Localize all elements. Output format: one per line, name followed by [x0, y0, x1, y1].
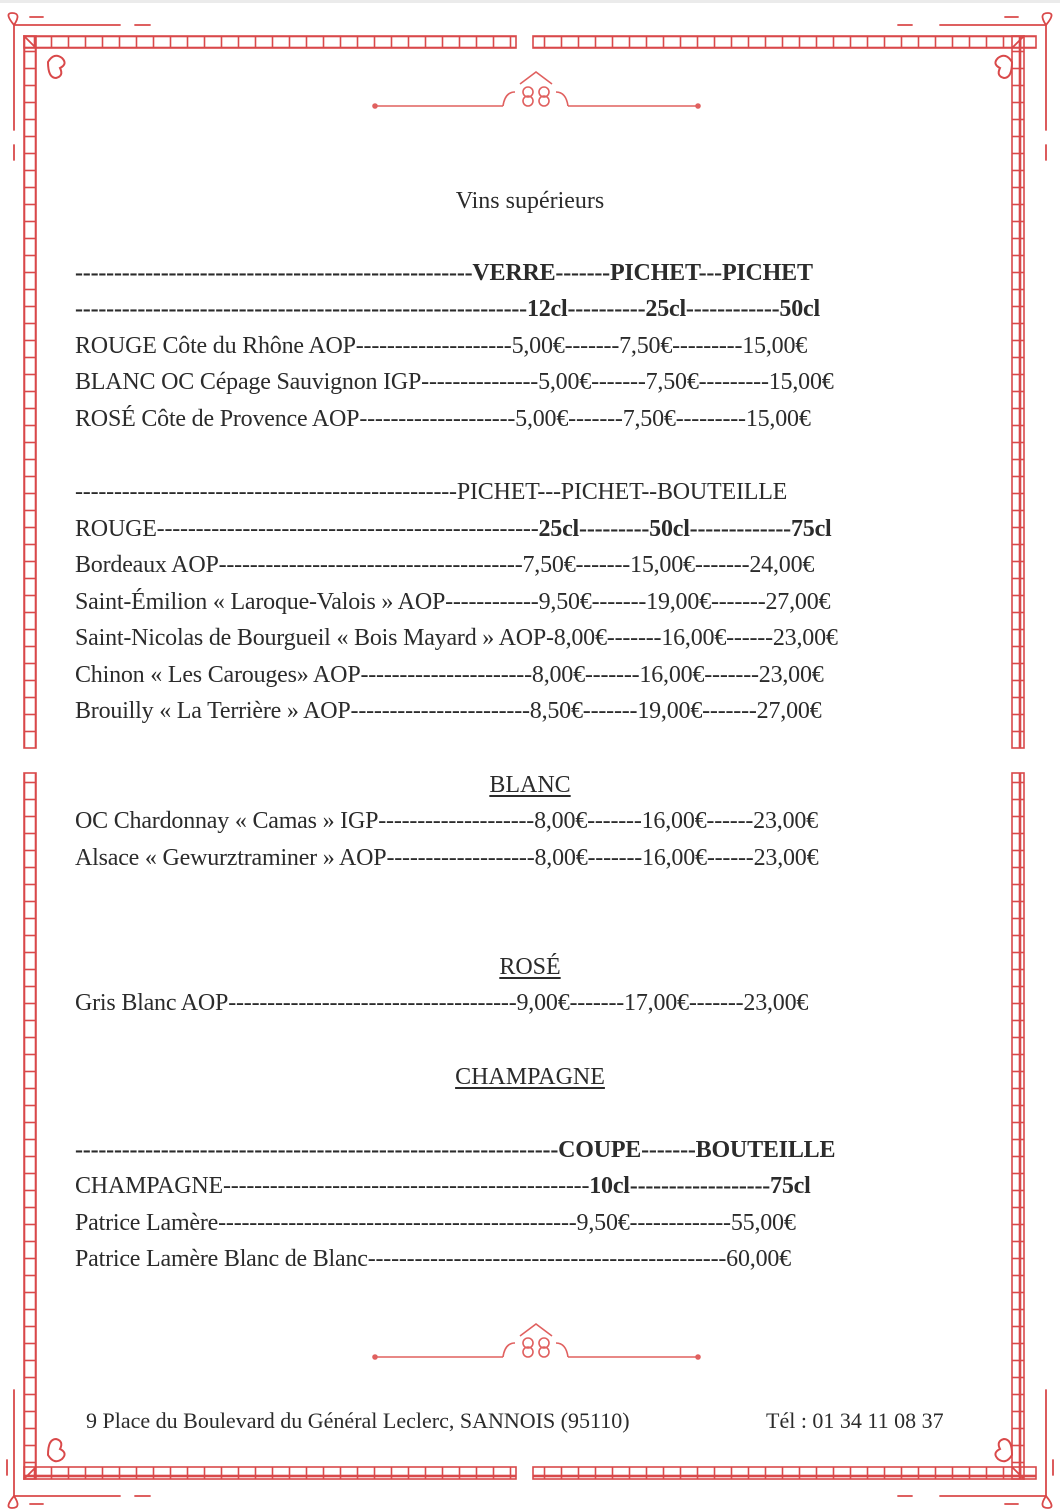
champagne-label: CHAMPAGNE	[75, 1173, 224, 1199]
wine-row: Brouilly « La Terrière » AOP-----------------------8,50€-------19,00€-------27,00€	[75, 698, 822, 724]
wine-row: OC Chardonnay « Camas » IGP--------------------8,00€-------16,00€------23,00€	[75, 808, 818, 834]
wine-row: Alsace « Gewurztraminer » AOP-------------------8,00€-------16,00€------23,00€	[75, 845, 819, 871]
section-heading-champagne	[0, 1062, 1060, 1092]
frame-left-border	[24, 36, 36, 1479]
wine-row: Saint-Nicolas de Bourgueil « Bois Mayard » AOP-8,00€-------16,00€------23,00€	[75, 625, 838, 651]
champagne-heading-text: CHAMPAGNE	[455, 1064, 605, 1090]
rose-heading-text: ROSÉ	[499, 954, 561, 980]
block2-sizes: 25cl---------50cl-------------75cl	[538, 516, 832, 542]
block2-header-sizes-row	[75, 514, 832, 544]
block2-header-containers: -------------------------------------------------PICHET---PICHET--BOUTEILLE	[75, 479, 788, 505]
frame-bottom-border	[24, 1467, 1036, 1479]
champagne-header-containers: --------------------------------------------------------------COUPE-------BOUTEILLE	[75, 1137, 836, 1163]
frame-top-border	[24, 36, 1036, 48]
wine-row: Saint-Émilion « Laroque-Valois » AOP------------9,50€-------19,00€-------27,00€	[75, 589, 831, 615]
wine-row: ROSÉ Côte de Provence AOP--------------------5,00€-------7,50€---------15,00€	[75, 406, 811, 432]
top-flourish-divider	[373, 72, 700, 108]
wine-row: Gris Blanc AOP-------------------------------------9,00€-------17,00€-------23,00€	[75, 990, 809, 1016]
champagne-dashes: -----------------------------------------------	[223, 1173, 590, 1199]
champagne-row: Patrice Lamère----------------------------------------------9,50€-------------55,00€	[75, 1210, 796, 1236]
block2-label: ROUGE	[75, 516, 157, 542]
wine-row: BLANC OC Cépage Sauvignon IGP---------------5,00€-------7,50€---------15,00€	[75, 369, 834, 395]
champagne-row: Patrice Lamère Blanc de Blanc----------------------------------------------60,00€	[75, 1246, 791, 1272]
section-heading-rose	[0, 952, 1060, 982]
footer-address: 9 Place du Boulevard du Général Leclerc, SANNOIS (95110)	[86, 1408, 630, 1433]
blanc-heading-text: BLANC	[489, 772, 571, 798]
frame-right-border	[1012, 36, 1024, 1479]
wine-row: Bordeaux AOP---------------------------------------7,50€-------15,00€-------24,00€	[75, 552, 815, 578]
footer-phone: Tél : 01 34 11 08 37	[766, 1408, 944, 1433]
champagne-header-sizes-row	[75, 1171, 811, 1201]
section-heading-blanc	[0, 770, 1060, 800]
wine-row: Chinon « Les Carouges» AOP----------------------8,00€-------16,00€-------23,00€	[75, 662, 824, 688]
block2-dashes: -------------------------------------------------	[156, 516, 539, 542]
bottom-flourish-divider	[373, 1324, 700, 1359]
page-title: Vins supérieurs	[455, 188, 605, 214]
champagne-sizes: 10cl------------------75cl	[589, 1173, 811, 1199]
block1-header-containers: ---------------------------------------------------VERRE-------PICHET---PICHET	[75, 260, 813, 286]
wine-row: ROUGE Côte du Rhône AOP--------------------5,00€-------7,50€---------15,00€	[75, 333, 808, 359]
block1-header-sizes: ----------------------------------------------------------12cl----------25cl------------50cl	[75, 296, 820, 322]
